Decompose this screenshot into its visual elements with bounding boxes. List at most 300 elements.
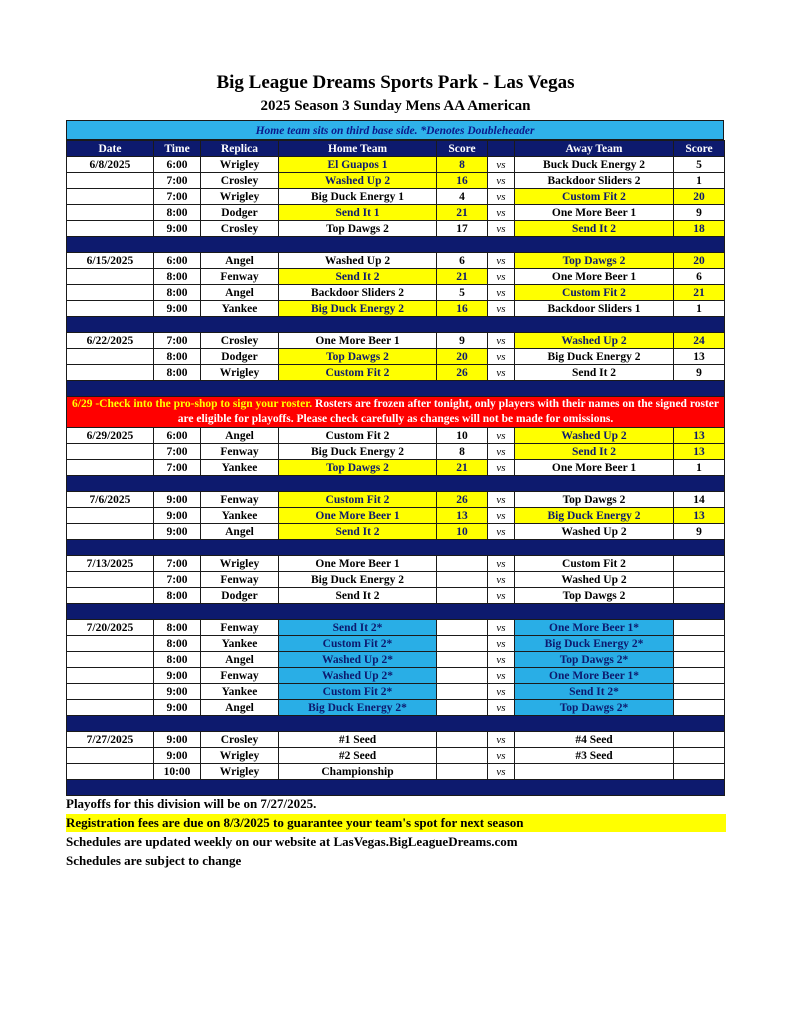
- away-team: One More Beer 1: [515, 205, 674, 221]
- away-team: #4 Seed: [515, 732, 674, 748]
- vs-label: vs: [488, 572, 515, 588]
- col-away-score: Score: [674, 141, 725, 157]
- game-date: [67, 205, 154, 221]
- away-team: Send It 2: [515, 365, 674, 381]
- game-row: [67, 365, 725, 381]
- game-row: [67, 636, 725, 652]
- game-date: [67, 173, 154, 189]
- field-replica: Angel: [201, 700, 279, 716]
- game-row: [67, 492, 725, 508]
- field-replica: Wrigley: [201, 556, 279, 572]
- away-team: Washed Up 2: [515, 572, 674, 588]
- game-date: [67, 524, 154, 540]
- game-row: [67, 221, 725, 237]
- away-score: [674, 684, 725, 700]
- week-separator: [67, 237, 725, 253]
- home-score: 21: [437, 460, 488, 476]
- field-replica: Fenway: [201, 668, 279, 684]
- game-date: 6/29/2025: [67, 428, 154, 444]
- field-replica: Angel: [201, 285, 279, 301]
- field-replica: Fenway: [201, 620, 279, 636]
- field-replica: Crosley: [201, 173, 279, 189]
- away-team: Send It 2: [515, 444, 674, 460]
- home-team: Big Duck Energy 2: [279, 572, 437, 588]
- game-date: [67, 700, 154, 716]
- field-replica: Yankee: [201, 508, 279, 524]
- vs-label: vs: [488, 157, 515, 173]
- away-score: 13: [674, 349, 725, 365]
- vs-label: vs: [488, 684, 515, 700]
- away-team: Send It 2*: [515, 684, 674, 700]
- away-score: 24: [674, 333, 725, 349]
- home-score: 10: [437, 428, 488, 444]
- home-team: Big Duck Energy 2*: [279, 700, 437, 716]
- game-date: 7/20/2025: [67, 620, 154, 636]
- home-score: 16: [437, 173, 488, 189]
- game-date: [67, 636, 154, 652]
- game-time: 9:00: [154, 524, 201, 540]
- away-score: [674, 668, 725, 684]
- separator-cell: [67, 381, 725, 397]
- home-score: 10: [437, 524, 488, 540]
- away-score: 9: [674, 365, 725, 381]
- vs-label: vs: [488, 748, 515, 764]
- col-vs: [488, 141, 515, 157]
- away-team: #3 Seed: [515, 748, 674, 764]
- col-time: Time: [154, 141, 201, 157]
- home-score: [437, 620, 488, 636]
- away-team: One More Beer 1: [515, 269, 674, 285]
- vs-label: vs: [488, 365, 515, 381]
- game-row: [67, 157, 725, 173]
- home-team: Washed Up 2: [279, 173, 437, 189]
- game-date: [67, 684, 154, 700]
- field-replica: Fenway: [201, 444, 279, 460]
- home-score: 16: [437, 301, 488, 317]
- game-row: [67, 748, 725, 764]
- away-score: 20: [674, 253, 725, 269]
- field-replica: Crosley: [201, 221, 279, 237]
- game-date: 6/15/2025: [67, 253, 154, 269]
- home-score: 4: [437, 189, 488, 205]
- vs-label: vs: [488, 524, 515, 540]
- header-row: [67, 141, 725, 157]
- home-team: El Guapos 1: [279, 157, 437, 173]
- home-team: #2 Seed: [279, 748, 437, 764]
- vs-label: vs: [488, 492, 515, 508]
- game-date: [67, 748, 154, 764]
- game-time: 9:00: [154, 684, 201, 700]
- away-team: Washed Up 2: [515, 524, 674, 540]
- away-team: Custom Fit 2: [515, 189, 674, 205]
- game-time: 8:00: [154, 652, 201, 668]
- game-row: [67, 588, 725, 604]
- game-time: 7:00: [154, 572, 201, 588]
- game-time: 6:00: [154, 157, 201, 173]
- game-time: 9:00: [154, 700, 201, 716]
- game-date: [67, 269, 154, 285]
- field-replica: Wrigley: [201, 157, 279, 173]
- home-team: Custom Fit 2: [279, 428, 437, 444]
- separator-cell: [67, 317, 725, 333]
- home-score: 5: [437, 285, 488, 301]
- away-score: 21: [674, 285, 725, 301]
- game-row: [67, 189, 725, 205]
- game-date: 6/8/2025: [67, 157, 154, 173]
- away-score: [674, 732, 725, 748]
- away-team: [515, 764, 674, 780]
- game-date: [67, 460, 154, 476]
- game-row: [67, 556, 725, 572]
- vs-label: vs: [488, 173, 515, 189]
- vs-label: vs: [488, 428, 515, 444]
- away-score: 9: [674, 205, 725, 221]
- game-row: [67, 732, 725, 748]
- home-score: [437, 572, 488, 588]
- vs-label: vs: [488, 668, 515, 684]
- game-time: 9:00: [154, 748, 201, 764]
- away-score: 6: [674, 269, 725, 285]
- away-score: 20: [674, 189, 725, 205]
- game-date: [67, 349, 154, 365]
- home-team: One More Beer 1: [279, 333, 437, 349]
- away-team: Custom Fit 2: [515, 556, 674, 572]
- game-row: [67, 524, 725, 540]
- field-replica: Dodger: [201, 205, 279, 221]
- footer-registration: Registration fees are due on 8/3/2025 to guarantee your team's spot for next season: [66, 814, 726, 832]
- game-row: [67, 253, 725, 269]
- home-score: [437, 652, 488, 668]
- away-team: Top Dawgs 2: [515, 492, 674, 508]
- vs-label: vs: [488, 652, 515, 668]
- home-team: One More Beer 1: [279, 556, 437, 572]
- away-score: [674, 764, 725, 780]
- col-replica: Replica: [201, 141, 279, 157]
- away-score: [674, 556, 725, 572]
- vs-label: vs: [488, 269, 515, 285]
- away-score: 14: [674, 492, 725, 508]
- col-home-score: Score: [437, 141, 488, 157]
- week-separator: [67, 540, 725, 556]
- away-score: 1: [674, 173, 725, 189]
- page-title: Big League Dreams Sports Park - Las Vegas: [216, 72, 575, 93]
- vs-label: vs: [488, 349, 515, 365]
- field-replica: Wrigley: [201, 189, 279, 205]
- field-replica: Dodger: [201, 588, 279, 604]
- home-score: [437, 588, 488, 604]
- home-score: [437, 556, 488, 572]
- home-team: Big Duck Energy 1: [279, 189, 437, 205]
- roster-notice: [67, 397, 725, 428]
- vs-label: vs: [488, 588, 515, 604]
- home-team: Custom Fit 2: [279, 492, 437, 508]
- vs-label: vs: [488, 253, 515, 269]
- game-row: [67, 684, 725, 700]
- home-team: Washed Up 2*: [279, 668, 437, 684]
- game-date: [67, 588, 154, 604]
- game-time: 7:00: [154, 173, 201, 189]
- page-subtitle: 2025 Season 3 Sunday Mens AA American: [260, 98, 531, 114]
- home-team: Backdoor Sliders 2: [279, 285, 437, 301]
- field-replica: Angel: [201, 253, 279, 269]
- game-time: 8:00: [154, 349, 201, 365]
- away-team: Custom Fit 2: [515, 285, 674, 301]
- col-away-team: Away Team: [515, 141, 674, 157]
- game-time: 9:00: [154, 508, 201, 524]
- game-row: [67, 333, 725, 349]
- field-replica: Fenway: [201, 492, 279, 508]
- away-score: [674, 652, 725, 668]
- away-score: [674, 636, 725, 652]
- field-replica: Angel: [201, 428, 279, 444]
- home-team: Send It 2*: [279, 620, 437, 636]
- field-replica: Yankee: [201, 460, 279, 476]
- vs-label: vs: [488, 556, 515, 572]
- game-time: 8:00: [154, 620, 201, 636]
- home-team: Custom Fit 2*: [279, 684, 437, 700]
- field-replica: Fenway: [201, 572, 279, 588]
- field-replica: Yankee: [201, 636, 279, 652]
- game-row: [67, 700, 725, 716]
- vs-label: vs: [488, 189, 515, 205]
- vs-label: vs: [488, 444, 515, 460]
- home-team: Send It 2: [279, 269, 437, 285]
- field-replica: Fenway: [201, 269, 279, 285]
- away-score: [674, 588, 725, 604]
- game-date: [67, 668, 154, 684]
- away-team: Top Dawgs 2*: [515, 700, 674, 716]
- game-date: [67, 508, 154, 524]
- vs-label: vs: [488, 620, 515, 636]
- home-score: 9: [437, 333, 488, 349]
- footer-playoffs: Playoffs for this division will be on 7/27/2025.: [66, 796, 317, 811]
- vs-label: vs: [488, 764, 515, 780]
- home-score: 21: [437, 269, 488, 285]
- game-time: 7:00: [154, 189, 201, 205]
- home-team: Custom Fit 2*: [279, 636, 437, 652]
- home-score: 21: [437, 205, 488, 221]
- separator-cell: [67, 780, 725, 796]
- away-score: 1: [674, 460, 725, 476]
- game-time: 6:00: [154, 428, 201, 444]
- field-replica: Crosley: [201, 732, 279, 748]
- away-team: Big Duck Energy 2: [515, 508, 674, 524]
- game-date: [67, 189, 154, 205]
- game-time: 7:00: [154, 333, 201, 349]
- home-team: Washed Up 2: [279, 253, 437, 269]
- field-replica: Wrigley: [201, 748, 279, 764]
- away-team: Washed Up 2: [515, 428, 674, 444]
- away-score: 1: [674, 301, 725, 317]
- game-time: 9:00: [154, 221, 201, 237]
- vs-label: vs: [488, 508, 515, 524]
- home-score: 13: [437, 508, 488, 524]
- away-team: One More Beer 1: [515, 460, 674, 476]
- game-date: [67, 365, 154, 381]
- away-score: 9: [674, 524, 725, 540]
- home-score: 8: [437, 444, 488, 460]
- footer-website: Schedules are updated weekly on our website at LasVegas.BigLeagueDreams.com: [66, 834, 518, 849]
- game-row: [67, 301, 725, 317]
- away-score: 18: [674, 221, 725, 237]
- game-time: 9:00: [154, 732, 201, 748]
- game-date: 7/13/2025: [67, 556, 154, 572]
- roster-notice-text: [67, 397, 725, 428]
- away-team: Send It 2: [515, 221, 674, 237]
- home-score: [437, 748, 488, 764]
- away-team: Big Duck Energy 2: [515, 349, 674, 365]
- footer-disclaimer: Schedules are subject to change: [66, 853, 242, 868]
- away-team: Buck Duck Energy 2: [515, 157, 674, 173]
- away-team: Top Dawgs 2: [515, 588, 674, 604]
- game-time: 7:00: [154, 444, 201, 460]
- field-replica: Wrigley: [201, 764, 279, 780]
- away-score: 13: [674, 428, 725, 444]
- game-date: [67, 285, 154, 301]
- home-team: Championship: [279, 764, 437, 780]
- game-date: 7/6/2025: [67, 492, 154, 508]
- home-score: 20: [437, 349, 488, 365]
- away-score: 5: [674, 157, 725, 173]
- game-row: [67, 444, 725, 460]
- vs-label: vs: [488, 732, 515, 748]
- notice-lead: 6/29 -Check into the pro-shop to sign your roster.: [72, 398, 313, 410]
- week-separator: [67, 716, 725, 732]
- game-time: 7:00: [154, 556, 201, 572]
- home-team: Send It 2: [279, 588, 437, 604]
- away-team: Washed Up 2: [515, 333, 674, 349]
- home-score: 17: [437, 221, 488, 237]
- home-score: 6: [437, 253, 488, 269]
- vs-label: vs: [488, 285, 515, 301]
- game-date: [67, 652, 154, 668]
- home-score: 26: [437, 492, 488, 508]
- game-time: 9:00: [154, 492, 201, 508]
- away-team: Top Dawgs 2*: [515, 652, 674, 668]
- home-team: Top Dawgs 2: [279, 221, 437, 237]
- vs-label: vs: [488, 301, 515, 317]
- week-separator: [67, 476, 725, 492]
- game-time: 8:00: [154, 636, 201, 652]
- home-team: One More Beer 1: [279, 508, 437, 524]
- away-score: 13: [674, 444, 725, 460]
- away-team: Backdoor Sliders 2: [515, 173, 674, 189]
- game-time: 9:00: [154, 668, 201, 684]
- field-replica: Wrigley: [201, 365, 279, 381]
- col-home-team: Home Team: [279, 141, 437, 157]
- schedule-sheet: [66, 120, 724, 796]
- game-row: [67, 668, 725, 684]
- away-score: [674, 572, 725, 588]
- col-date: Date: [67, 141, 154, 157]
- away-team: One More Beer 1*: [515, 620, 674, 636]
- game-row: [67, 508, 725, 524]
- info-bar: Home team sits on third base side. *Denotes Doubleheader: [66, 120, 724, 140]
- home-score: 8: [437, 157, 488, 173]
- home-score: [437, 732, 488, 748]
- game-row: [67, 428, 725, 444]
- field-replica: Yankee: [201, 684, 279, 700]
- game-date: [67, 764, 154, 780]
- game-time: 10:00: [154, 764, 201, 780]
- field-replica: Yankee: [201, 301, 279, 317]
- home-team: Big Duck Energy 2: [279, 444, 437, 460]
- game-time: 8:00: [154, 285, 201, 301]
- home-team: Top Dawgs 2: [279, 460, 437, 476]
- game-row: [67, 349, 725, 365]
- game-date: [67, 572, 154, 588]
- away-score: [674, 748, 725, 764]
- home-team: Send It 2: [279, 524, 437, 540]
- week-separator: [67, 780, 725, 796]
- game-time: 8:00: [154, 269, 201, 285]
- away-team: One More Beer 1*: [515, 668, 674, 684]
- game-time: 8:00: [154, 365, 201, 381]
- vs-label: vs: [488, 221, 515, 237]
- away-score: [674, 620, 725, 636]
- vs-label: vs: [488, 333, 515, 349]
- vs-label: vs: [488, 700, 515, 716]
- game-row: [67, 460, 725, 476]
- home-team: Custom Fit 2: [279, 365, 437, 381]
- separator-cell: [67, 237, 725, 253]
- vs-label: vs: [488, 460, 515, 476]
- field-replica: Angel: [201, 524, 279, 540]
- home-team: Top Dawgs 2: [279, 349, 437, 365]
- game-row: [67, 572, 725, 588]
- notice-body: Rosters are frozen after tonight, only players with their names on the signed roster are eligible for playoffs. Please check carefully as changes will not be made for omissions.: [177, 398, 719, 425]
- separator-cell: [67, 604, 725, 620]
- home-team: Send It 1: [279, 205, 437, 221]
- home-score: [437, 700, 488, 716]
- game-row: [67, 173, 725, 189]
- game-time: 8:00: [154, 588, 201, 604]
- away-team: Top Dawgs 2: [515, 253, 674, 269]
- game-row: [67, 269, 725, 285]
- game-time: 6:00: [154, 253, 201, 269]
- field-replica: Dodger: [201, 349, 279, 365]
- separator-cell: [67, 716, 725, 732]
- game-row: [67, 285, 725, 301]
- away-team: Backdoor Sliders 1: [515, 301, 674, 317]
- home-team: Big Duck Energy 2: [279, 301, 437, 317]
- game-time: 8:00: [154, 205, 201, 221]
- away-team: Big Duck Energy 2*: [515, 636, 674, 652]
- vs-label: vs: [488, 205, 515, 221]
- schedule-table: [66, 140, 725, 796]
- game-date: [67, 444, 154, 460]
- vs-label: vs: [488, 636, 515, 652]
- home-score: [437, 636, 488, 652]
- home-score: [437, 668, 488, 684]
- week-separator: [67, 317, 725, 333]
- away-score: [674, 700, 725, 716]
- game-date: 7/27/2025: [67, 732, 154, 748]
- home-team: Washed Up 2*: [279, 652, 437, 668]
- week-separator: [67, 604, 725, 620]
- schedule-body: [67, 157, 725, 796]
- game-row: [67, 652, 725, 668]
- field-replica: Angel: [201, 652, 279, 668]
- game-date: [67, 221, 154, 237]
- game-time: 7:00: [154, 460, 201, 476]
- game-row: [67, 620, 725, 636]
- home-score: 26: [437, 365, 488, 381]
- field-replica: Crosley: [201, 333, 279, 349]
- separator-cell: [67, 476, 725, 492]
- week-separator: [67, 381, 725, 397]
- home-score: [437, 764, 488, 780]
